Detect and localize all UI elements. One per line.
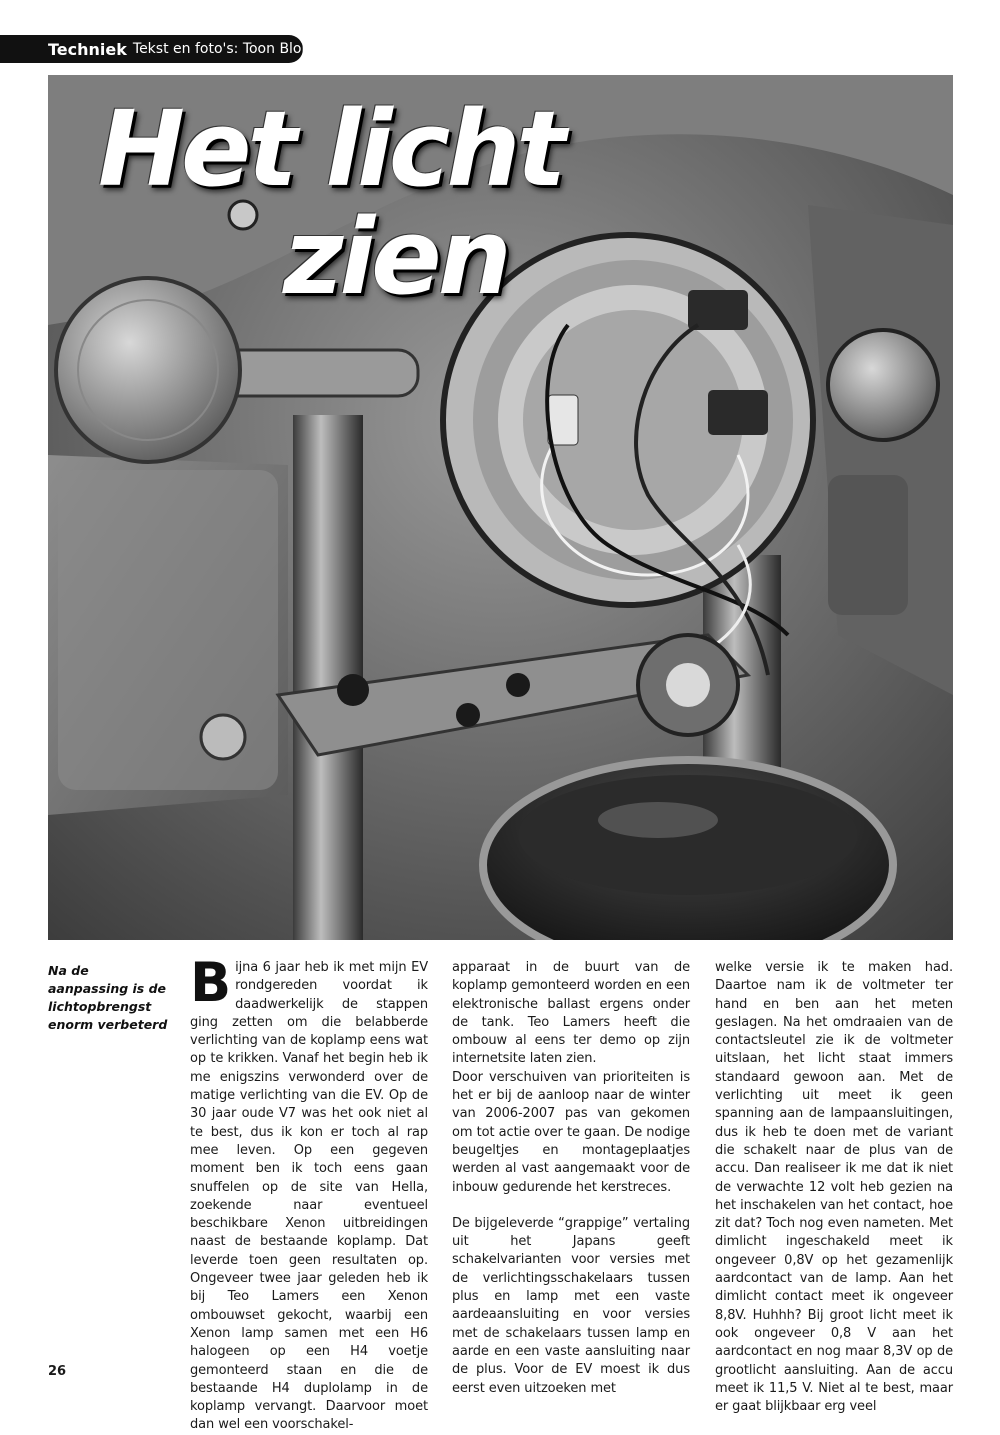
headlight-photo [48, 75, 953, 940]
article-column-1 [190, 951, 428, 1435]
column-2-paragraph-3: De bijgeleverde “grappige” vertaling uit het Japans geeft schakelvarianten voor versies met de verlichtingsschakelaars tussen plus en lamp met een vaste aardeaansluiting en voor versies met de schakelaars tussen lamp en aarde en een vaste aansluiting naar de plus. Voor de EV moest ik dus eerst even uitzoeken met [452, 1215, 690, 1396]
column-3-paragraph: welke versie ik te maken had. Daartoe nam ik de voltmeter ter hand en ben aan het meten geslagen. Na het omdraaien van de contactsleutel zie ik de voltmeter uitslaan, het licht staat immers standaard gewoon aan. Met de verlichting uit meet ik geen spanning aan de lampaansluitingen, dus ik heb te doen met de variant die schakelt naar de plus van de accu. Dan realiseer ik me dat ik niet de verwachte 12 volt heb gezien na het inschakelen van het contact, hoe zit dat? Toch nog even nameten. Met dimlicht ingeschakeld meet ik ongeveer 0,8V op het gezamenlijk aardcontact van de lamp. Aan het dimlicht contact meet ik ongeveer 8,8V. Huhhh? Bij groot licht meet ik ook ongeveer 0,8 V aan het aardcontact en nog maar 8,3V op de grootlicht aansluiting. Aan de accu meet ik 11,5 V. Niet al te best, maar er gaat blijkbaar erg veel [715, 960, 953, 1415]
author-credit: Tekst en foto's: Toon Blom [132, 41, 316, 57]
drop-cap: B [190, 951, 232, 1014]
headline-line-2: zien [283, 196, 508, 318]
page-number: 26 [48, 1364, 67, 1379]
photo-caption: Na de aanpassing is de lichtopbrengst enorm verbeterd [48, 963, 168, 1032]
section-name: Techniek [48, 39, 127, 59]
article-column-3 [715, 959, 953, 1416]
article-headline [98, 88, 578, 318]
headline-line-1: Het licht [98, 88, 563, 210]
column-2-paragraph-2: Door verschuiven van prioriteiten is het er bij de aanloop naar de winter van 2006-2007 pas van gekomen om tot actie over te gaan. De nodige beugeltjes en montageplaatjes werden al vast aangemaakt voor de inbouw gedurende het kerstreces. [452, 1069, 690, 1195]
section-header-tab [0, 35, 316, 63]
article-column-2 [452, 959, 690, 1398]
column-2-paragraph-1: apparaat in de buurt van de koplamp gemonteerd worden en een elektronische ballast ergens onder de tank. Teo Lamers heeft die ombouw al eens ter demo op zijn internetsite laten zien. [452, 960, 690, 1067]
article-paragraph [190, 951, 428, 1435]
paragraph-gap [452, 1197, 690, 1215]
column-1-text: ijna 6 jaar heb ik met mijn EV rondgereden voordat ik daadwerkelijk de stappen ging zetten om die belabberde verlichting van de koplamp eens wat op te krikken. Vanaf het begin heb ik me enigszins verwonderd over de matige verlichting van die EV. Op de 30 jaar oude V7 was het ook niet al te best, dus ik kon er toch al rap mee leven. Op een gegeven moment ben ik toch eens gaan snuffelen op de site van Hella, zoekende naar eventueel beschikbare Xenon uitbreidingen naast de bestaande koplamp. Dat leverde toen geen resultaten op. Ongeveer twee jaar geleden heb ik bij Teo Lamers een Xenon ombouwset gekocht, waarbij een Xenon lamp samen met een H6 halogeen op een H4 voetje gemonteerd staan en die de bestaande H4 duplolamp in de koplamp vervangt. Daarvoor moet dan wel een voorschakel- [190, 960, 428, 1433]
